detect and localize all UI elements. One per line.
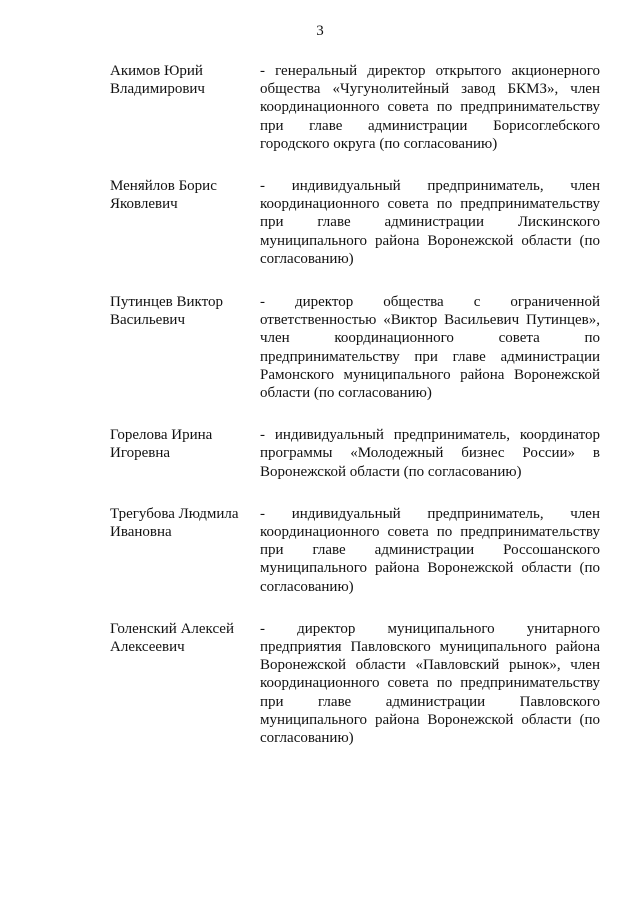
member-role: - генеральный директор открытого акционерного общества «Чугунолитейный завод БКМЗ», член координационного совета по предпринимательству при главе администрации Борисоглебского городского округа (по согласованию)	[260, 63, 600, 152]
member-role: - директор общества с ограниченной ответственностью «Виктор Васильевич Путинцев», член координационного совета по предпринимательству при главе администрации Рамонского муниципального района Воронежской области (по согласованию)	[260, 294, 600, 402]
member-name: Трегубова Людмила Ивановна	[110, 505, 239, 541]
member-name: Акимов Юрий Владимирович	[110, 63, 205, 98]
member-name: Горелова Ирина Игоревна	[110, 427, 213, 462]
member-role: - индивидуальный предприниматель, координатор программы «Молодежный бизнес России» в Воронежской области (по согласованию)	[260, 427, 600, 480]
member-role: - индивидуальный предприниматель, член координационного совета по предпринимательству при главе администрации Лискинского муниципального района Воронежской области (по согласованию)	[260, 178, 600, 267]
member-entry	[110, 177, 600, 268]
member-role: - директор муниципального унитарного предприятия Павловского муниципального района Воронежской области «Павловский рынок», член координационного совета по предпринимательству при главе администрации Павловского муниципального района Воронежской области (по согласованию)	[260, 620, 600, 747]
member-list	[110, 62, 600, 747]
member-name: Путинцев Виктор Васильевич	[110, 294, 223, 329]
member-name: Меняйлов Борис Яковлевич	[110, 178, 217, 213]
member-name: Голенский Алексей Алексеевич	[110, 620, 234, 656]
member-entry	[110, 62, 600, 153]
member-role: - индивидуальный предприниматель, член координационного совета по предпринимательству при главе администрации Россошанского муниципального района Воронежской области (по согласованию)	[260, 505, 600, 595]
member-entry	[110, 293, 600, 402]
member-entry	[110, 620, 600, 747]
member-entry	[110, 505, 600, 596]
page-number: 3	[316, 23, 324, 39]
member-entry	[110, 426, 600, 481]
